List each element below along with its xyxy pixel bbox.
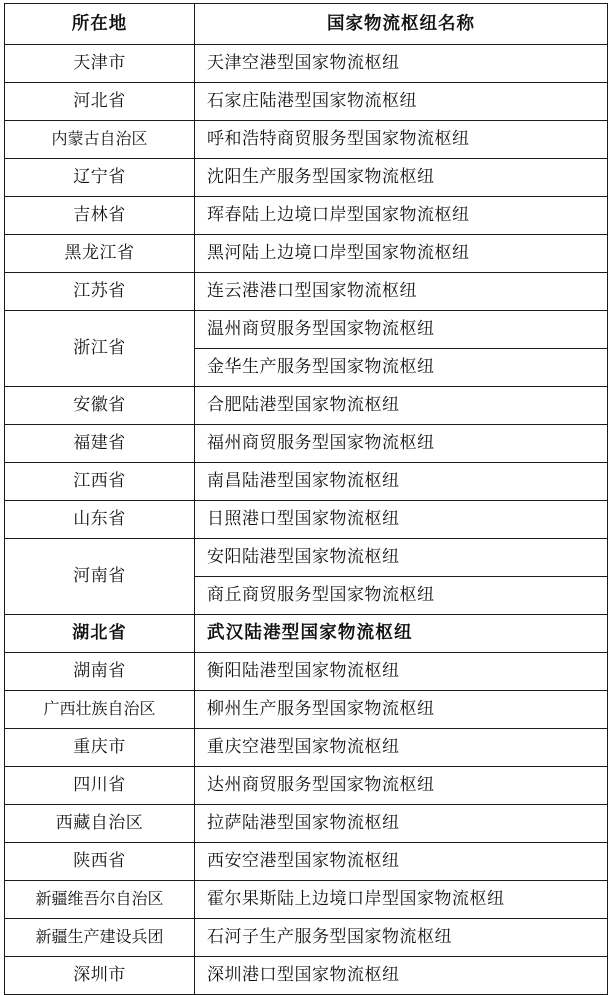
cell-hub-name: 柳州生产服务型国家物流枢纽 (195, 691, 608, 729)
cell-region: 重庆市 (5, 729, 195, 767)
table-row (5, 83, 608, 121)
cell-hub-name: 福州商贸服务型国家物流枢纽 (195, 425, 608, 463)
cell-hub-name: 武汉陆港型国家物流枢纽 (195, 615, 608, 653)
cell-region: 辽宁省 (5, 159, 195, 197)
table-row (5, 691, 608, 729)
table-row (5, 235, 608, 273)
cell-hub-name: 黑河陆上边境口岸型国家物流枢纽 (195, 235, 608, 273)
cell-hub-name: 南昌陆港型国家物流枢纽 (195, 463, 608, 501)
table-row (5, 463, 608, 501)
cell-region: 广西壮族自治区 (5, 691, 195, 729)
cell-region: 西藏自治区 (5, 805, 195, 843)
table-row (5, 501, 608, 539)
cell-region: 深圳市 (5, 957, 195, 995)
cell-hub-name: 日照港口型国家物流枢纽 (195, 501, 608, 539)
table-header (5, 4, 608, 45)
table-row (5, 121, 608, 159)
table-row (5, 425, 608, 463)
cell-hub-name: 西安空港型国家物流枢纽 (195, 843, 608, 881)
cell-hub-name: 合肥陆港型国家物流枢纽 (195, 387, 608, 425)
national-logistics-hub-table (4, 3, 608, 995)
cell-region: 内蒙古自治区 (5, 121, 195, 159)
cell-region: 新疆维吾尔自治区 (5, 881, 195, 919)
column-header-hub-name: 国家物流枢纽名称 (195, 4, 608, 45)
table-row (5, 615, 608, 653)
table-row (5, 273, 608, 311)
cell-hub-name: 达州商贸服务型国家物流枢纽 (195, 767, 608, 805)
cell-region: 江苏省 (5, 273, 195, 311)
table-row (5, 805, 608, 843)
cell-hub-name: 金华生产服务型国家物流枢纽 (195, 349, 608, 387)
cell-region: 山东省 (5, 501, 195, 539)
cell-hub-name: 安阳陆港型国家物流枢纽 (195, 539, 608, 577)
cell-region: 河南省 (5, 539, 195, 615)
table-row (5, 843, 608, 881)
cell-region: 新疆生产建设兵团 (5, 919, 195, 957)
table-row (5, 653, 608, 691)
column-header-region: 所在地 (5, 4, 195, 45)
cell-region: 黑龙江省 (5, 235, 195, 273)
table-row (5, 45, 608, 83)
table-row (5, 159, 608, 197)
table-row (5, 539, 608, 577)
table-row (5, 767, 608, 805)
cell-hub-name: 沈阳生产服务型国家物流枢纽 (195, 159, 608, 197)
table-header-row (5, 4, 608, 45)
table-row (5, 729, 608, 767)
cell-region: 湖北省 (5, 615, 195, 653)
cell-region: 河北省 (5, 83, 195, 121)
cell-hub-name: 珲春陆上边境口岸型国家物流枢纽 (195, 197, 608, 235)
table-row (5, 957, 608, 995)
table-row (5, 387, 608, 425)
cell-region: 福建省 (5, 425, 195, 463)
cell-region: 吉林省 (5, 197, 195, 235)
table-row (5, 197, 608, 235)
cell-hub-name: 天津空港型国家物流枢纽 (195, 45, 608, 83)
cell-hub-name: 商丘商贸服务型国家物流枢纽 (195, 577, 608, 615)
cell-hub-name: 连云港港口型国家物流枢纽 (195, 273, 608, 311)
cell-region: 陕西省 (5, 843, 195, 881)
table-body (5, 45, 608, 995)
cell-hub-name: 拉萨陆港型国家物流枢纽 (195, 805, 608, 843)
cell-region: 安徽省 (5, 387, 195, 425)
cell-region: 湖南省 (5, 653, 195, 691)
table-row (5, 311, 608, 349)
cell-hub-name: 石家庄陆港型国家物流枢纽 (195, 83, 608, 121)
cell-hub-name: 石河子生产服务型国家物流枢纽 (195, 919, 608, 957)
cell-hub-name: 深圳港口型国家物流枢纽 (195, 957, 608, 995)
cell-hub-name: 重庆空港型国家物流枢纽 (195, 729, 608, 767)
cell-region: 浙江省 (5, 311, 195, 387)
cell-region: 江西省 (5, 463, 195, 501)
cell-hub-name: 衡阳陆港型国家物流枢纽 (195, 653, 608, 691)
cell-region: 四川省 (5, 767, 195, 805)
cell-hub-name: 霍尔果斯陆上边境口岸型国家物流枢纽 (195, 881, 608, 919)
cell-hub-name: 呼和浩特商贸服务型国家物流枢纽 (195, 121, 608, 159)
table-row (5, 919, 608, 957)
cell-region: 天津市 (5, 45, 195, 83)
cell-hub-name: 温州商贸服务型国家物流枢纽 (195, 311, 608, 349)
